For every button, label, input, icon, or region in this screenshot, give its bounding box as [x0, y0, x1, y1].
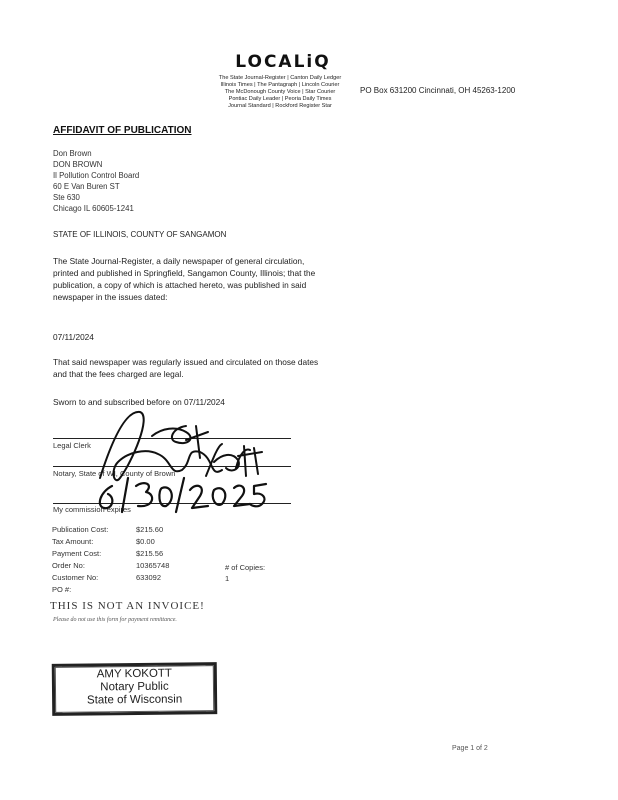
notary-signature-line	[53, 466, 291, 467]
not-invoice-notice: THIS IS NOT AN INVOICE!	[50, 600, 205, 612]
billing-value: 10365748	[136, 561, 170, 570]
address-line: DON BROWN	[53, 160, 103, 169]
billing-value: $0.00	[136, 537, 155, 546]
billing-label: Customer No:	[52, 573, 99, 582]
legal-paragraph: That said newspaper was regularly issued and circulated on those dates and that the fees charged are legal.	[53, 357, 319, 379]
billing-label: Publication Cost:	[52, 525, 109, 534]
commission-line	[53, 503, 291, 504]
affidavit-paragraph: The State Journal-Register, a daily newspaper of general circulation, printed and published in Springfield, Sangamon County, Illinois; that the publication, a copy of which is attached hereto, was published in said newspaper in the issues dated:	[53, 256, 316, 302]
recipient-address	[53, 148, 139, 214]
notary-stamp	[52, 662, 218, 716]
signature-stroke	[152, 426, 191, 443]
stamp-line: State of Wisconsin	[86, 693, 183, 707]
signature-stroke	[206, 444, 239, 476]
document-title: AFFIDAVIT OF PUBLICATION	[53, 125, 192, 136]
po-box-address: PO Box 631200 Cincinnati, OH 45263-1200	[360, 86, 516, 95]
remittance-note: Please do not use this form for payment remittance.	[53, 617, 177, 623]
billing-label: PO #:	[52, 585, 72, 594]
publication-list	[185, 75, 375, 110]
localiq-logo: LOCALiQ	[235, 52, 331, 72]
address-line: Don Brown	[53, 149, 92, 158]
billing-value: $215.60	[136, 525, 164, 534]
date-stroke	[190, 486, 208, 508]
address-line: Chicago IL 60605-1241	[53, 204, 134, 213]
publication-line: Illinois Times | The Pantagraph | Lincoln Courier	[220, 82, 340, 89]
publication-line: Journal Standard | Rockford Register Star	[228, 103, 332, 110]
billing-value: $215.56	[136, 549, 164, 558]
legal-clerk-label: Legal Clerk	[53, 441, 91, 450]
date-stroke	[176, 478, 184, 512]
notary-label: Notary, State of WI, County of Brown	[53, 469, 176, 478]
billing-label: Payment Cost:	[52, 549, 102, 558]
address-line: Ste 630	[53, 193, 80, 202]
stamp-line: Notary Public	[100, 680, 169, 694]
sworn-statement: Sworn to and subscribed before on 07/11/2024	[53, 397, 225, 407]
copies-label: # of Copies:	[225, 563, 266, 572]
publication-line: Pontiac Daily Leader | Peoria Daily Times	[228, 96, 332, 103]
billing-value: 633092	[136, 573, 162, 582]
publication-line: The State Journal-Register | Canton Daily Ledger	[218, 75, 342, 81]
issue-date: 07/11/2024	[53, 332, 94, 342]
billing-label: Order No:	[52, 561, 85, 570]
state-county-line: STATE OF ILLINOIS, COUNTY OF SANGAMON	[53, 230, 227, 239]
page-number: Page 1 of 2	[452, 745, 488, 752]
signature-stroke	[186, 426, 208, 458]
signature-stroke	[236, 446, 262, 476]
publication-line: The McDonough County Voice | Star Courier	[224, 89, 336, 96]
address-line: Il Pollution Control Board	[53, 171, 140, 180]
address-line: 60 E Van Buren ST	[53, 182, 120, 191]
commission-label: My commission expires	[53, 505, 131, 514]
stamp-line: AMY KOKOTT	[96, 667, 172, 681]
clerk-signature-line	[53, 438, 291, 439]
billing-label: Tax Amount:	[52, 537, 94, 546]
copies-value: 1	[225, 574, 230, 583]
